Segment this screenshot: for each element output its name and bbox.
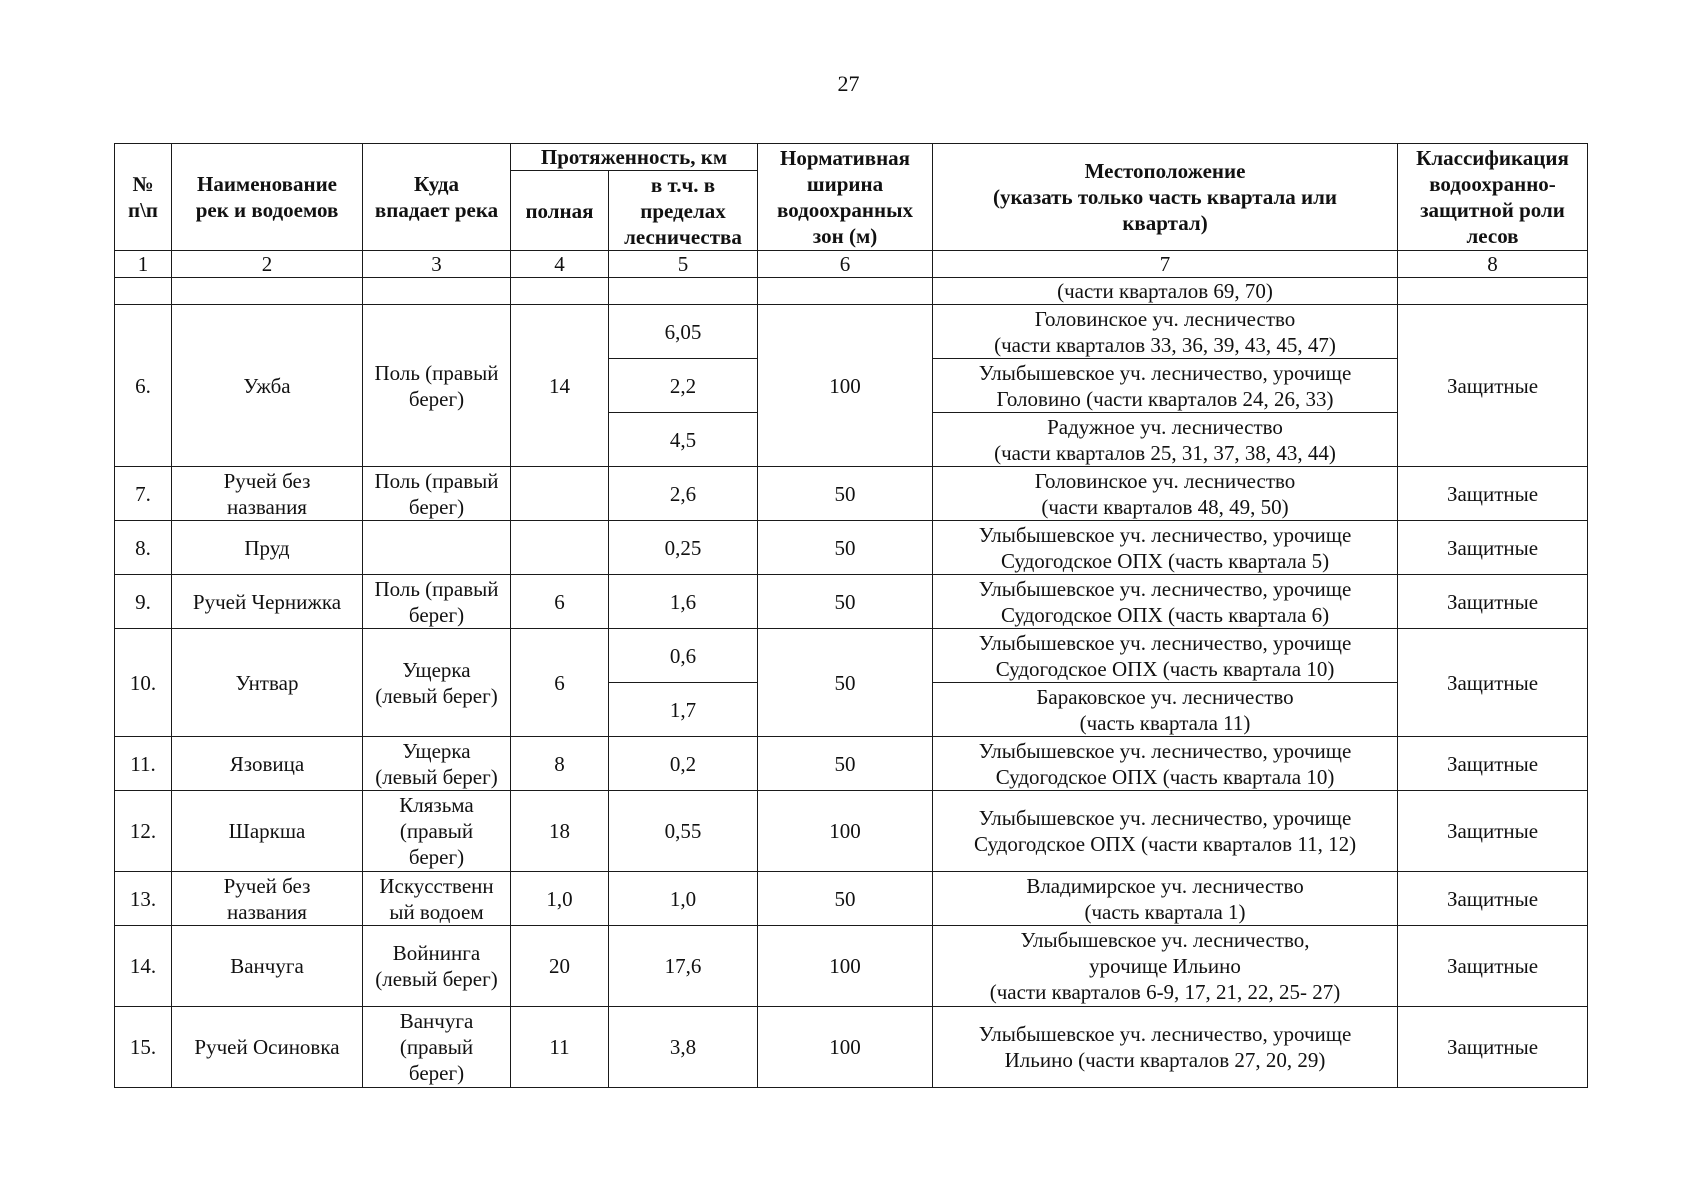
water-bodies-table bbox=[114, 143, 1588, 1088]
table-row bbox=[115, 791, 1588, 872]
column-number: 5 bbox=[609, 251, 758, 278]
table-row bbox=[115, 521, 1588, 575]
flows-into: Клязьма (правый берег) bbox=[363, 791, 511, 872]
water-body-name: Пруд bbox=[172, 521, 363, 575]
length-forestry: 6,05 bbox=[609, 305, 758, 359]
location-cell: Улыбышевское уч. лесничество, урочище Судогодское ОПХ (часть квартала 10) bbox=[933, 629, 1398, 683]
table-row bbox=[115, 872, 1588, 926]
flows-into bbox=[363, 521, 511, 575]
length-forestry: 1,6 bbox=[609, 575, 758, 629]
row-num: 12. bbox=[115, 791, 172, 872]
column-number: 2 bbox=[172, 251, 363, 278]
length-full: 6 bbox=[511, 629, 609, 737]
flows-into: Поль (правый берег) bbox=[363, 467, 511, 521]
length-forestry: 0,55 bbox=[609, 791, 758, 872]
water-body-name: Ванчуга bbox=[172, 926, 363, 1007]
zone-width: 50 bbox=[758, 737, 933, 791]
classification: Защитные bbox=[1398, 791, 1588, 872]
row-num: 7. bbox=[115, 467, 172, 521]
zone-width: 50 bbox=[758, 467, 933, 521]
length-forestry: 0,2 bbox=[609, 737, 758, 791]
header-flows-into: Куда впадает река bbox=[363, 144, 511, 251]
classification: Защитные bbox=[1398, 467, 1588, 521]
length-full: 8 bbox=[511, 737, 609, 791]
length-forestry: 0,25 bbox=[609, 521, 758, 575]
length-forestry: 2,6 bbox=[609, 467, 758, 521]
header-length-forestry: в т.ч. в пределах лесничества bbox=[609, 171, 758, 251]
classification: Защитные bbox=[1398, 1007, 1588, 1088]
header-zone-width: Нормативная ширина водоохранных зон (м) bbox=[758, 144, 933, 251]
classification: Защитные bbox=[1398, 926, 1588, 1007]
row-num: 14. bbox=[115, 926, 172, 1007]
location-cell: Улыбышевское уч. лесничество, урочище Ильино (части кварталов 27, 20, 29) bbox=[933, 1007, 1398, 1088]
flows-into: Ущерка (левый берег) bbox=[363, 737, 511, 791]
flows-into: Поль (правый берег) bbox=[363, 305, 511, 467]
row-num: 9. bbox=[115, 575, 172, 629]
table-row bbox=[115, 305, 1588, 359]
header-length-group: Протяженность, км bbox=[511, 144, 758, 171]
water-body-name: Шаркша bbox=[172, 791, 363, 872]
location-cell: Улыбышевское уч. лесничество, урочище Судогодское ОПХ (часть квартала 5) bbox=[933, 521, 1398, 575]
table-row bbox=[115, 1007, 1588, 1088]
location-cell: Улыбышевское уч. лесничество, урочище Судогодское ОПХ (часть квартала 10) bbox=[933, 737, 1398, 791]
zone-width: 50 bbox=[758, 521, 933, 575]
water-body-name: Ужба bbox=[172, 305, 363, 467]
table-row bbox=[115, 575, 1588, 629]
water-body-name: Унтвар bbox=[172, 629, 363, 737]
column-number-row bbox=[115, 251, 1588, 278]
zone-width: 100 bbox=[758, 791, 933, 872]
zone-width: 100 bbox=[758, 305, 933, 467]
water-body-name: Язовица bbox=[172, 737, 363, 791]
zone-width: 50 bbox=[758, 575, 933, 629]
column-number: 3 bbox=[363, 251, 511, 278]
length-forestry: 2,2 bbox=[609, 359, 758, 413]
header-location: Местоположение (указать только часть квартала или квартал) bbox=[933, 144, 1398, 251]
table-row bbox=[115, 737, 1588, 791]
location-cell: Улыбышевское уч. лесничество, урочище Судогодское ОПХ (части кварталов 11, 12) bbox=[933, 791, 1398, 872]
header-name: Наименование рек и водоемов bbox=[172, 144, 363, 251]
length-full: 20 bbox=[511, 926, 609, 1007]
length-forestry: 1,0 bbox=[609, 872, 758, 926]
length-forestry: 17,6 bbox=[609, 926, 758, 1007]
column-number: 6 bbox=[758, 251, 933, 278]
classification: Защитные bbox=[1398, 521, 1588, 575]
header-classification: Классификация водоохранно- защитной роли лесов bbox=[1398, 144, 1588, 251]
location-cell: Улыбышевское уч. лесничество, урочище Ильино (части кварталов 6-9, 17, 21, 22, 25- 27) bbox=[933, 926, 1398, 1007]
column-number: 1 bbox=[115, 251, 172, 278]
water-body-name: Ручей Чернижка bbox=[172, 575, 363, 629]
page-number: 27 bbox=[837, 71, 860, 96]
water-body-name: Ручей Осиновка bbox=[172, 1007, 363, 1088]
length-full bbox=[511, 467, 609, 521]
row-num: 11. bbox=[115, 737, 172, 791]
length-full: 18 bbox=[511, 791, 609, 872]
zone-width: 50 bbox=[758, 872, 933, 926]
classification: Защитные bbox=[1398, 737, 1588, 791]
table-row bbox=[115, 629, 1588, 683]
column-number: 4 bbox=[511, 251, 609, 278]
row-num: 15. bbox=[115, 1007, 172, 1088]
location-cell: Бараковское уч. лесничество (часть квартала 11) bbox=[933, 683, 1398, 737]
column-number: 7 bbox=[933, 251, 1398, 278]
table-row bbox=[115, 467, 1588, 521]
water-body-name: Ручей без названия bbox=[172, 872, 363, 926]
header-length-full: полная bbox=[511, 171, 609, 251]
length-forestry: 0,6 bbox=[609, 629, 758, 683]
classification: Защитные bbox=[1398, 305, 1588, 467]
row-num: 8. bbox=[115, 521, 172, 575]
row-num: 13. bbox=[115, 872, 172, 926]
length-full: 14 bbox=[511, 305, 609, 467]
classification: Защитные bbox=[1398, 872, 1588, 926]
flows-into: Ванчуга (правый берег) bbox=[363, 1007, 511, 1088]
length-forestry: 3,8 bbox=[609, 1007, 758, 1088]
table-row bbox=[115, 926, 1588, 1007]
location-cell: Владимирское уч. лесничество (часть квартала 1) bbox=[933, 872, 1398, 926]
flows-into: Ущерка (левый берег) bbox=[363, 629, 511, 737]
length-full: 11 bbox=[511, 1007, 609, 1088]
length-forestry: 1,7 bbox=[609, 683, 758, 737]
length-full bbox=[511, 521, 609, 575]
zone-width: 100 bbox=[758, 926, 933, 1007]
flows-into: Поль (правый берег) bbox=[363, 575, 511, 629]
flows-into: Войнинга (левый берег) bbox=[363, 926, 511, 1007]
location-cell: Головинское уч. лесничество (части кварталов 33, 36, 39, 43, 45, 47) bbox=[933, 305, 1398, 359]
length-forestry: 4,5 bbox=[609, 413, 758, 467]
location-cell: Улыбышевское уч. лесничество, урочище Головино (части кварталов 24, 26, 33) bbox=[933, 359, 1398, 413]
flows-into: Искусственн ый водоем bbox=[363, 872, 511, 926]
location-cell: Улыбышевское уч. лесничество, урочище Судогодское ОПХ (часть квартала 6) bbox=[933, 575, 1398, 629]
header-num: № п\п bbox=[115, 144, 172, 251]
classification: Защитные bbox=[1398, 575, 1588, 629]
zone-width: 100 bbox=[758, 1007, 933, 1088]
water-body-name: Ручей без названия bbox=[172, 467, 363, 521]
length-full: 6 bbox=[511, 575, 609, 629]
location-cell: Радужное уч. лесничество (части кварталов 25, 31, 37, 38, 43, 44) bbox=[933, 413, 1398, 467]
row-num: 10. bbox=[115, 629, 172, 737]
zone-width: 50 bbox=[758, 629, 933, 737]
classification: Защитные bbox=[1398, 629, 1588, 737]
column-number: 8 bbox=[1398, 251, 1588, 278]
location-cell: Головинское уч. лесничество (части кварталов 48, 49, 50) bbox=[933, 467, 1398, 521]
continuation-row bbox=[115, 278, 1588, 305]
row-num: 6. bbox=[115, 305, 172, 467]
location-cell: (части кварталов 69, 70) bbox=[933, 278, 1398, 305]
length-full: 1,0 bbox=[511, 872, 609, 926]
